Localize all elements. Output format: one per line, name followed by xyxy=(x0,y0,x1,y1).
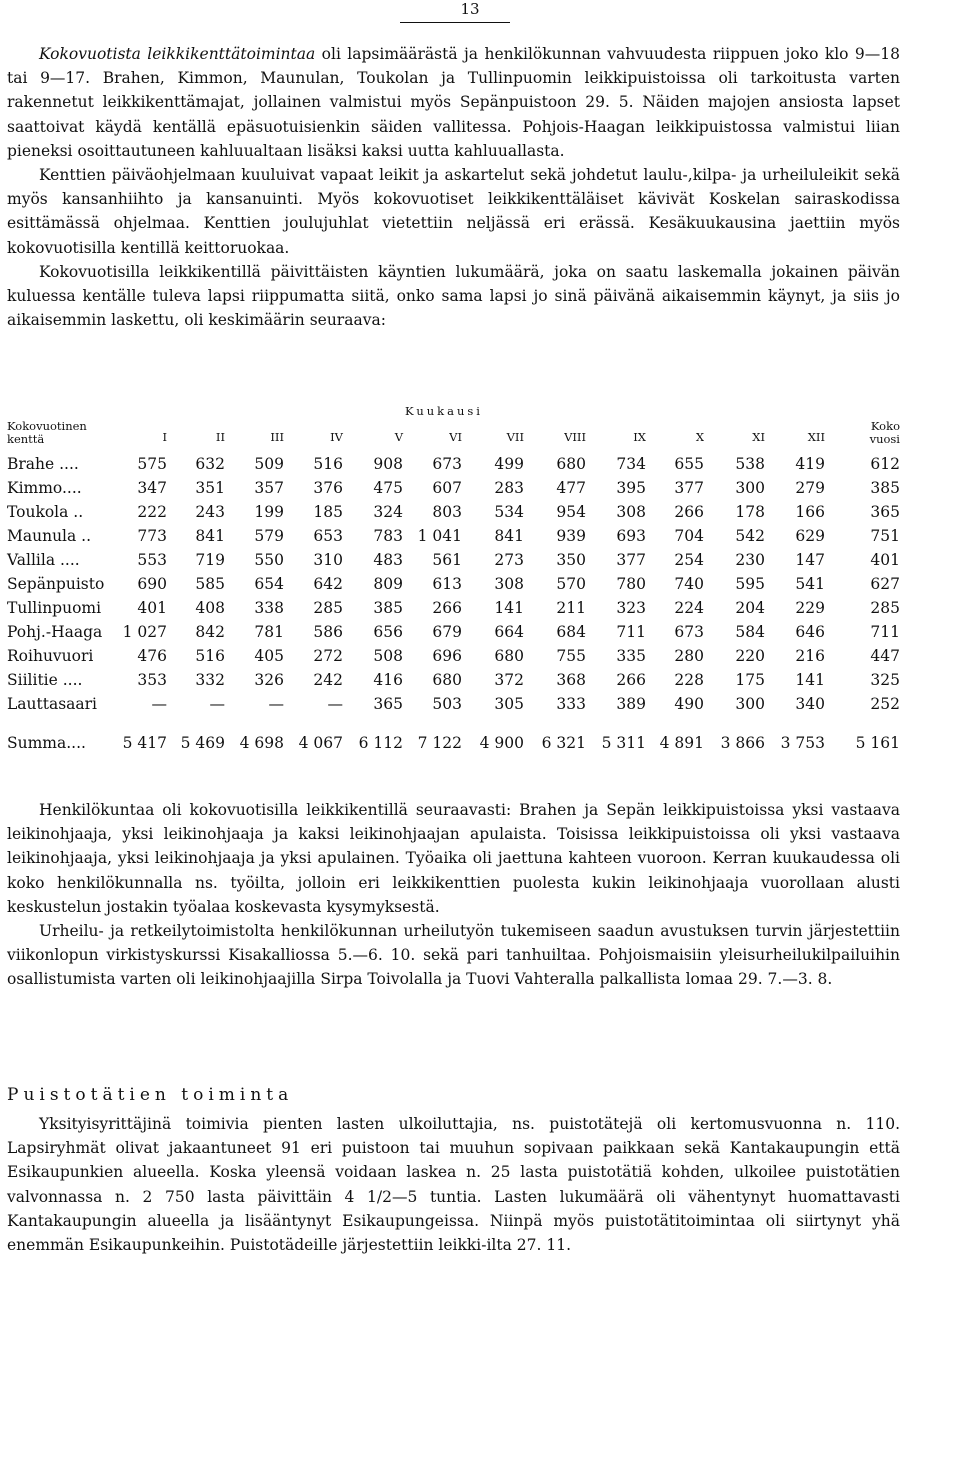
month-header: V xyxy=(394,430,403,444)
month-value: 4 891 xyxy=(659,734,704,752)
month-value: 7 122 xyxy=(417,734,462,752)
month-value: 570 xyxy=(556,575,586,593)
month-value: 780 xyxy=(616,575,646,593)
personnel-paragraph-1: Henkilökuntaa oli kokovuotisilla leikkikentillä seuraavasti: Brahen ja Sepän leikkipuistoissa yksi vastaava leikinohjaaja, yksi leikinohjaaja ja kaksi leikinohjaajan apulaista. Toisissa leikkipuistoissa oli yksi vastaava leikinohjaaja, yksi leikinohjaaja ja yksi apulainen. Työaika oli jaettuna kahteen vuoroon. Kerran kuukaudessa oli koko henkilökunnalla ns. työilta, jolloin eri leikkikenttien puolesta kukin leikinohjaaja vuorollaan alusti keskustelun jostakin työalaa koskevasta kysymyksestä. xyxy=(7,801,900,916)
field-name: Siilitie .... xyxy=(7,671,83,689)
month-value: 954 xyxy=(556,503,586,521)
month-value: 680 xyxy=(556,455,586,473)
month-value: 4 067 xyxy=(298,734,343,752)
month-value: 734 xyxy=(616,455,646,473)
table-row xyxy=(7,575,900,599)
field-name: Vallila .... xyxy=(7,551,80,569)
month-value: 4 698 xyxy=(239,734,284,752)
month-value: 803 xyxy=(432,503,462,521)
month-value: 377 xyxy=(674,479,704,497)
month-value: 684 xyxy=(556,623,586,641)
table-row xyxy=(7,623,900,647)
month-header: VIII xyxy=(564,430,586,444)
month-value: 595 xyxy=(735,575,765,593)
month-group-header: Kuukausi xyxy=(405,404,483,418)
month-value: 508 xyxy=(373,647,403,665)
month-value: 365 xyxy=(373,695,403,713)
month-header: II xyxy=(215,430,225,444)
month-value: 542 xyxy=(735,527,765,545)
month-value: 773 xyxy=(137,527,167,545)
month-value: 553 xyxy=(137,551,167,569)
table-row xyxy=(7,551,900,575)
month-value: 283 xyxy=(494,479,524,497)
field-name: Sepänpuisto xyxy=(7,575,105,593)
year-total-value: 627 xyxy=(870,575,900,593)
month-value: 550 xyxy=(254,551,284,569)
month-header: III xyxy=(270,430,284,444)
month-value: 719 xyxy=(195,551,225,569)
field-name: Brahe .... xyxy=(7,455,79,473)
table-row xyxy=(7,647,900,671)
month-value: 541 xyxy=(795,575,825,593)
month-value: 499 xyxy=(494,455,524,473)
month-value: 579 xyxy=(254,527,284,545)
month-value: 326 xyxy=(254,671,284,689)
month-value: 646 xyxy=(795,623,825,641)
intro-paragraph-1 xyxy=(7,42,900,163)
year-total-value: 285 xyxy=(870,599,900,617)
year-total-value: 325 xyxy=(870,671,900,689)
month-value: 585 xyxy=(195,575,225,593)
month-header: XI xyxy=(752,430,765,444)
year-total-value: 5 161 xyxy=(855,734,900,752)
month-value: 372 xyxy=(494,671,524,689)
month-value: — xyxy=(327,695,343,713)
field-name: Pohj.-Haaga xyxy=(7,623,103,641)
month-value: 338 xyxy=(254,599,284,617)
month-value: 809 xyxy=(373,575,403,593)
month-value: 654 xyxy=(254,575,284,593)
month-value: 664 xyxy=(494,623,524,641)
month-value: 243 xyxy=(195,503,225,521)
month-value: 285 xyxy=(313,599,343,617)
month-value: 939 xyxy=(556,527,586,545)
month-value: 340 xyxy=(795,695,825,713)
month-value: 178 xyxy=(735,503,765,521)
month-value: 199 xyxy=(254,503,284,521)
month-value: 516 xyxy=(313,455,343,473)
month-value: 335 xyxy=(616,647,646,665)
month-value: 228 xyxy=(674,671,704,689)
month-value: 272 xyxy=(313,647,343,665)
month-value: 6 321 xyxy=(541,734,586,752)
month-value: 538 xyxy=(735,455,765,473)
month-value: 401 xyxy=(137,599,167,617)
month-value: 575 xyxy=(137,455,167,473)
field-name: Kimmo.... xyxy=(7,479,82,497)
intro-lead-rest: oli lapsimäärästä ja henkilökunnan vahvuudesta riippuen joko klo 9—18 tai 9—17. Brahen, Kimmon, Maunulan, Toukolan ja Tullinpuomin leikkipuistoissa oli tarkoitusta varten rakennetut leikkikenttämajat, jollainen valmistui myös Sepänpuistoon 29. 5. Näiden majojen ansiosta lapset saattoivat käydä kentällä epäsuotuisienkin säiden vallitessa. Pohjois-Haagan leikkipuistossa valmistui liian pieneksi osoittautuneen kahluualtaan lisäksi kaksi uutta kahluuallasta. xyxy=(7,45,900,160)
month-value: 147 xyxy=(795,551,825,569)
month-value: 693 xyxy=(616,527,646,545)
month-value: 584 xyxy=(735,623,765,641)
year-total-value: 365 xyxy=(870,503,900,521)
table-row xyxy=(7,671,900,695)
month-value: 408 xyxy=(195,599,225,617)
month-value: 377 xyxy=(616,551,646,569)
month-value: 477 xyxy=(556,479,586,497)
month-value: 175 xyxy=(735,671,765,689)
field-name: Toukola .. xyxy=(7,503,84,521)
page-number: 13 xyxy=(460,0,480,18)
field-name: Roihuvuori xyxy=(7,647,94,665)
intro-paragraph-2: Kenttien päiväohjelmaan kuuluivat vapaat leikit ja askartelut sekä johdetut laulu-,kilpa- ja urheiluleikit sekä myös kansanhiihto ja kansanuinti. Myös kokovuotiset leikkikenttäläiset kävivät Koskelan sairaskodissa esittämässä ohjelmaa. Kenttien joulujuhlat vietettiin neljässä eri erässä. Kesäkuukausina jaettiin myös kokovuotisilla kentillä keittoruokaa. xyxy=(7,166,900,257)
month-value: 254 xyxy=(674,551,704,569)
total-header-line-1: Koko xyxy=(870,419,900,433)
table-row xyxy=(7,695,900,719)
month-value: 534 xyxy=(494,503,524,521)
month-value: 266 xyxy=(432,599,462,617)
month-value: 220 xyxy=(735,647,765,665)
month-value: 781 xyxy=(254,623,284,641)
month-value: 229 xyxy=(795,599,825,617)
month-value: 385 xyxy=(373,599,403,617)
month-value: 629 xyxy=(795,527,825,545)
month-value: 656 xyxy=(373,623,403,641)
month-value: 842 xyxy=(195,623,225,641)
month-value: 1 027 xyxy=(122,623,167,641)
month-value: 5 311 xyxy=(601,734,646,752)
month-value: 166 xyxy=(795,503,825,521)
table-row xyxy=(7,527,900,551)
month-value: 6 112 xyxy=(358,734,403,752)
month-value: 632 xyxy=(195,455,225,473)
month-value: 841 xyxy=(494,527,524,545)
month-value: 216 xyxy=(795,647,825,665)
month-value: 483 xyxy=(373,551,403,569)
year-total-value: 447 xyxy=(870,647,900,665)
field-name: Maunula .. xyxy=(7,527,92,545)
month-value: 3 866 xyxy=(720,734,765,752)
intro-paragraph-3: Kokovuotisilla leikkikentillä päivittäisten käyntien lukumäärä, joka on saatu laskemalla jokainen päivän kuluessa kentälle tuleva lapsi riippumatta siitä, onko sama lapsi jo sinä päivänä aikaisemmin käynyt, ja siis jo aikaisemmin laskettu, oli keskimäärin seuraava: xyxy=(7,262,900,330)
total-header-line-2: vuosi xyxy=(869,432,900,446)
month-value: 279 xyxy=(795,479,825,497)
month-value: 586 xyxy=(313,623,343,641)
month-value: 476 xyxy=(137,647,167,665)
month-value: 324 xyxy=(373,503,403,521)
month-value: 266 xyxy=(616,671,646,689)
month-header: X xyxy=(695,430,704,444)
month-value: 841 xyxy=(195,527,225,545)
month-value: 323 xyxy=(616,599,646,617)
sum-label: Summa.... xyxy=(7,734,86,752)
month-value: 351 xyxy=(195,479,225,497)
month-value: — xyxy=(268,695,284,713)
month-value: 395 xyxy=(616,479,646,497)
month-value: 740 xyxy=(674,575,704,593)
year-total-value: 401 xyxy=(870,551,900,569)
month-value: 607 xyxy=(432,479,462,497)
month-value: 300 xyxy=(735,695,765,713)
month-value: 655 xyxy=(674,455,704,473)
month-value: 642 xyxy=(313,575,343,593)
field-header-line-2: kenttä xyxy=(7,432,45,446)
month-value: 653 xyxy=(313,527,343,545)
table-row xyxy=(7,503,900,527)
personnel-paragraph-2: Urheilu- ja retkeilytoimistolta henkilökunnan urheilutyön tukemiseen saadun avustuksen turvin järjestettiin viikonlopun virkistyskurssi Kisakalliossa 5.—6. 10. sekä pari tanhuiltaa. Pohjoismaisiin yleisurheilukilpailuihin osallistumista varten oli leikinohjaajilla Sirpa Toivolalla ja Tuovi Vahteralla palkallista lomaa 29. 7.—3. 8. xyxy=(7,922,900,989)
month-value: 1 041 xyxy=(417,527,462,545)
puisto-paragraph-1: Yksityisyrittäjinä toimivia pienten lasten ulkoiluttajia, ns. puistotätejä oli kertomusvuonna n. 110. Lapsiryhmät olivat jakaantuneet 91 eri puistoon tai muuhun sopivaan paikkaan sekä Kantakaupungin että Esikaupunkien alueella. Koska yleensä voidaan laskea n. 25 lasta puistotätiä kohden, ulkoilee puistotätien valvonnassa n. 2 750 lasta päivittäin 4 1/2—5 tuntia. Lasten lukumäärä oli vähentynyt huomattavasti Kantakaupungin alueella ja lisääntynyt Esikaupungeissa. Niinpä myös puistotätitoimintaa oli siirtynyt yhä enemmän Esikaupunkeihin. Puistotädeille järjestettiin leikki-ilta 27. 11. xyxy=(7,1115,900,1255)
table-row xyxy=(7,455,900,479)
month-value: 755 xyxy=(556,647,586,665)
month-header: VI xyxy=(449,430,462,444)
month-value: 230 xyxy=(735,551,765,569)
month-value: 5 417 xyxy=(122,734,167,752)
month-value: 4 900 xyxy=(479,734,524,752)
month-value: 347 xyxy=(137,479,167,497)
month-value: 368 xyxy=(556,671,586,689)
month-value: 673 xyxy=(432,455,462,473)
month-value: 679 xyxy=(432,623,462,641)
month-value: 475 xyxy=(373,479,403,497)
month-value: 300 xyxy=(735,479,765,497)
month-header: IX xyxy=(633,430,646,444)
puisto-section xyxy=(7,1112,900,1257)
month-value: 5 469 xyxy=(180,734,225,752)
field-header-line-1: Kokovuotinen xyxy=(7,419,87,433)
month-value: 224 xyxy=(674,599,704,617)
month-value: 690 xyxy=(137,575,167,593)
month-value: 908 xyxy=(373,455,403,473)
month-value: 211 xyxy=(556,599,586,617)
year-total-value: 252 xyxy=(870,695,900,713)
month-header: I xyxy=(162,430,167,444)
month-value: 711 xyxy=(616,623,646,641)
month-value: 516 xyxy=(195,647,225,665)
field-name: Lauttasaari xyxy=(7,695,98,713)
month-header: XII xyxy=(807,430,825,444)
month-value: 280 xyxy=(674,647,704,665)
field-name: Tullinpuomi xyxy=(7,599,102,617)
personnel-section xyxy=(7,798,900,992)
page-number-rule xyxy=(400,22,510,23)
section-heading: Puistotätien toiminta xyxy=(7,1085,294,1105)
month-value: 405 xyxy=(254,647,284,665)
month-value: 222 xyxy=(137,503,167,521)
month-value: 509 xyxy=(254,455,284,473)
month-value: — xyxy=(209,695,225,713)
year-total-value: 711 xyxy=(870,623,900,641)
month-value: 242 xyxy=(313,671,343,689)
month-header: IV xyxy=(330,430,343,444)
month-value: 490 xyxy=(674,695,704,713)
month-value: 332 xyxy=(195,671,225,689)
month-value: 389 xyxy=(616,695,646,713)
year-total-value: 751 xyxy=(870,527,900,545)
month-value: 416 xyxy=(373,671,403,689)
month-value: 704 xyxy=(674,527,704,545)
month-value: 273 xyxy=(494,551,524,569)
month-value: 673 xyxy=(674,623,704,641)
month-value: 266 xyxy=(674,503,704,521)
month-value: 204 xyxy=(735,599,765,617)
month-header: VII xyxy=(506,430,524,444)
month-value: 185 xyxy=(313,503,343,521)
month-value: 376 xyxy=(313,479,343,497)
month-value: 353 xyxy=(137,671,167,689)
month-value: 680 xyxy=(432,671,462,689)
table-row xyxy=(7,479,900,503)
month-value: 357 xyxy=(254,479,284,497)
month-value: 680 xyxy=(494,647,524,665)
year-total-value: 612 xyxy=(870,455,900,473)
intro-lead-italic: Kokovuotista leikkikenttätoimintaa xyxy=(39,45,316,63)
month-value: 141 xyxy=(795,671,825,689)
month-value: 305 xyxy=(494,695,524,713)
year-total-value: 385 xyxy=(870,479,900,497)
month-value: 3 753 xyxy=(780,734,825,752)
month-value: 310 xyxy=(313,551,343,569)
month-value: 561 xyxy=(432,551,462,569)
month-value: 613 xyxy=(432,575,462,593)
month-value: 308 xyxy=(616,503,646,521)
month-value: — xyxy=(151,695,167,713)
month-value: 308 xyxy=(494,575,524,593)
month-value: 350 xyxy=(556,551,586,569)
month-value: 333 xyxy=(556,695,586,713)
sum-row xyxy=(7,734,900,758)
month-value: 783 xyxy=(373,527,403,545)
intro-section xyxy=(7,42,900,332)
month-value: 419 xyxy=(795,455,825,473)
month-value: 503 xyxy=(432,695,462,713)
month-value: 141 xyxy=(494,599,524,617)
table-row xyxy=(7,599,900,623)
month-value: 696 xyxy=(432,647,462,665)
